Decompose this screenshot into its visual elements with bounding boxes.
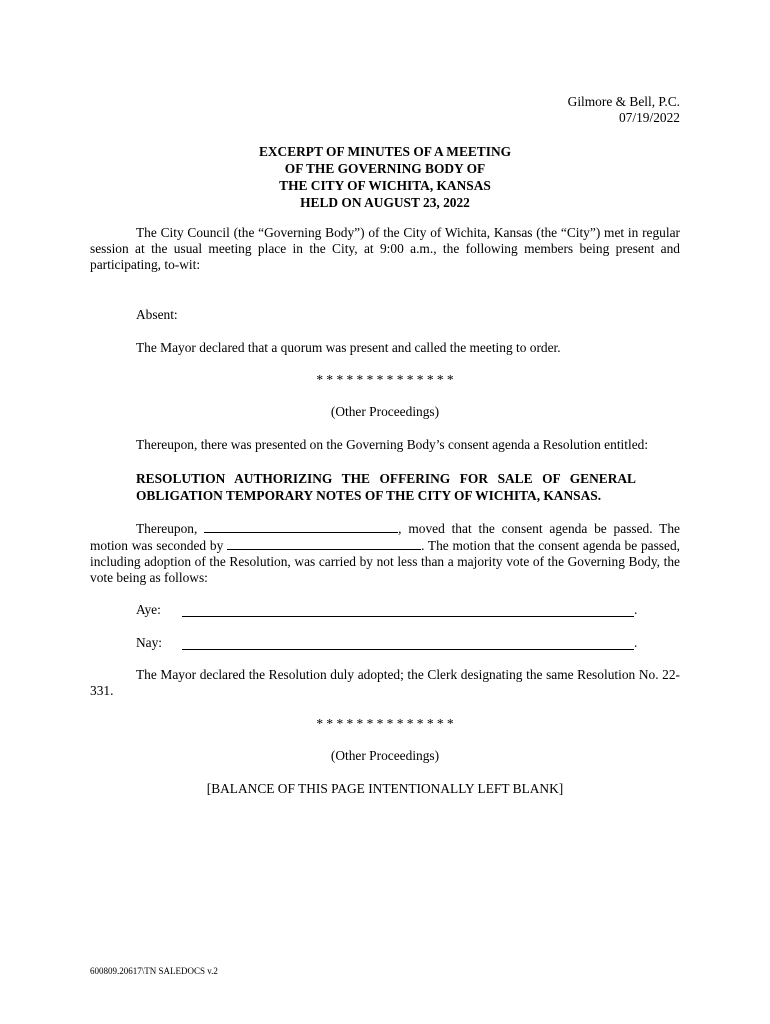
mover-name-blank[interactable] xyxy=(204,520,398,533)
other-proceedings-1: (Other Proceedings) xyxy=(330,404,440,419)
aye-line-blank[interactable] xyxy=(182,602,634,617)
seconder-name-blank[interactable] xyxy=(227,537,421,550)
separator-stars-1: * * * * * * * * * * * * * * xyxy=(316,372,454,387)
firm-name: Gilmore & Bell, P.C. xyxy=(567,94,680,109)
intro-paragraph: The City Council (the “Governing Body”) of the City of Wichita, Kansas (the “City”) met in regular session at the usual meeting place in the City, at 9:00 a.m., the following members being present and participating, to-wit: xyxy=(90,225,680,272)
title-line-4: HELD ON AUGUST 23, 2022 xyxy=(300,195,470,210)
motion-text-1: Thereupon, xyxy=(136,521,205,536)
other-proceedings-2: (Other Proceedings) xyxy=(330,748,440,763)
header-block xyxy=(90,94,680,126)
footer-document-code: 600809.20617\TN SALEDOCS v.2 xyxy=(90,966,218,976)
adoption-statement: The Mayor declared the Resolution duly adopted; the Clerk designating the same Resolution No. 22-331. xyxy=(90,667,680,698)
draft-date: 07/19/2022 xyxy=(618,110,680,125)
balance-note: [BALANCE OF THIS PAGE INTENTIONALLY LEFT BLANK] xyxy=(206,781,564,796)
quorum-statement: The Mayor declared that a quorum was present and called the meeting to order. xyxy=(136,340,561,355)
title-line-2: OF THE GOVERNING BODY OF xyxy=(284,161,486,176)
aye-line-period: . xyxy=(634,602,638,617)
title-line-3: THE CITY OF WICHITA, KANSAS xyxy=(279,178,491,193)
resolution-title: RESOLUTION AUTHORIZING THE OFFERING FOR SALE OF GENERAL OBLIGATION TEMPORARY NOTES OF THE CITY OF WICHITA, KANSAS. xyxy=(136,471,636,503)
nay-line-blank[interactable] xyxy=(182,635,634,650)
separator-stars-2: * * * * * * * * * * * * * * xyxy=(316,716,454,731)
nay-label: Nay: xyxy=(136,635,163,650)
motion-text-2: , moved that the consent agenda be passed. The motion was seconded by xyxy=(90,521,680,553)
nay-line-period: . xyxy=(634,635,638,650)
consent-intro: Thereupon, there was presented on the Governing Body’s consent agenda a Resolution entitled: xyxy=(136,437,649,452)
nay-row xyxy=(136,635,680,653)
aye-label: Aye: xyxy=(136,602,161,617)
title-line-1: EXCERPT OF MINUTES OF A MEETING xyxy=(258,144,512,159)
motion-text-3: . The motion that the consent agenda be passed, including adoption of the Resolution, was carried by not less than a majority vote of the Governing Body, the vote being as follows: xyxy=(90,538,681,585)
motion-paragraph xyxy=(90,520,680,586)
aye-row xyxy=(136,602,680,620)
absent-label: Absent: xyxy=(136,307,178,322)
document-title xyxy=(90,143,680,211)
